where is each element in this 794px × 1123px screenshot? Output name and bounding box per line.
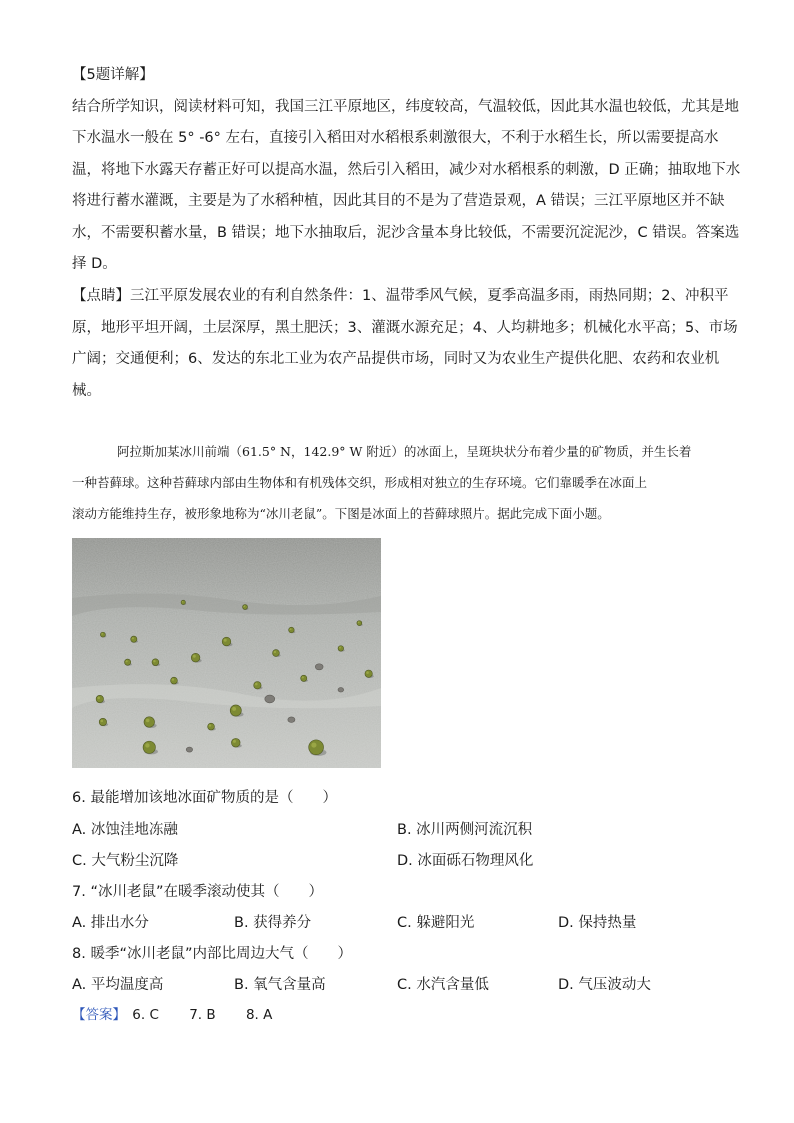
answer-item-6: 6. C [132, 1007, 159, 1023]
moss-ball-9 [100, 632, 105, 637]
moss-ball-highlight-8 [126, 660, 128, 662]
question-8-option-d[interactable]: D. 气压波动大 [558, 977, 651, 993]
moss-ball-highlight-10 [255, 683, 258, 686]
section-heading: 【5题详解】 [72, 67, 154, 83]
moss-ball-23 [289, 627, 295, 633]
moss-ball-7 [171, 677, 178, 684]
moss-ball-3 [131, 636, 137, 642]
pebble-0 [315, 664, 323, 670]
moss-ball-4 [273, 650, 280, 657]
text-line: 下水温水一般在 5° -6° 左右，直接引入稻田对水稻根系刺激很大，不利于水稻生长，所以需要提高水 [72, 130, 719, 146]
moss-ball-highlight-18 [145, 743, 149, 747]
ice-texture [72, 538, 381, 768]
tip-section [72, 281, 738, 407]
moss-ball-highlight-0 [224, 639, 227, 642]
answer-item-8: 8. A [245, 1007, 273, 1023]
moss-ball-18 [143, 741, 155, 753]
moss-ball-highlight-5 [339, 647, 341, 649]
question-6-option-b[interactable]: B. 冰川两侧河流沉积 [397, 822, 533, 838]
answer-item-7: 7. B [189, 1007, 216, 1023]
moss-ball-0 [222, 637, 231, 646]
moss-ball-1 [191, 653, 200, 662]
moss-ball-highlight-4 [274, 651, 276, 653]
moss-ball-10 [254, 681, 261, 688]
question-8-stem: 8. 暖季“冰川老鼠”内部比周边大气（ ） [72, 946, 352, 962]
reading-passage [72, 436, 722, 529]
moss-ball-highlight-7 [172, 678, 174, 680]
question-7-option-b[interactable]: B. 获得养分 [234, 915, 312, 931]
moss-ball-17 [231, 738, 240, 747]
moss-ball-8 [125, 659, 131, 665]
pebble-4 [186, 747, 192, 752]
moss-ball-highlight-23 [290, 628, 292, 630]
moss-ball-highlight-3 [132, 637, 134, 639]
moss-ball-15 [144, 717, 155, 728]
moss-ball-highlight-2 [153, 660, 155, 662]
question-6-option-c[interactable]: C. 大气粉尘沉降 [72, 853, 179, 869]
moss-ball-highlight-15 [146, 719, 150, 723]
text-line: 【点睛】三江平原发展农业的有利自然条件：1、温带季风气候，夏季高温多雨，雨热同期；2、冲积平 [72, 288, 729, 304]
text-line: 温，将地下水露天存蓄正好可以提高水温，然后引入稻田，减少对水稻根系的刺激，D 正确；抽取地下水 [72, 161, 741, 178]
passage-line: 滚动方能维持生存，被形象地称为“冰川老鼠”。下图是冰面上的苔藓球照片。据此完成下面小题。 [72, 506, 610, 521]
moss-ball-highlight-13 [232, 707, 236, 711]
moss-ball-14 [96, 695, 103, 702]
text-line: 械。 [72, 382, 101, 399]
question-7-option-d[interactable]: D. 保持热量 [558, 915, 637, 931]
moss-balls-on-ice-photo [72, 538, 381, 768]
answer-tag: 【答案】 [72, 1007, 126, 1023]
moss-ball-11 [301, 675, 307, 681]
section-5-explanation [72, 60, 741, 281]
text-line: 结合所学知识，阅读材料可知，我国三江平原地区，纬度较高，气温较低，因此其水温也较低，尤其是地 [72, 98, 739, 115]
answer-line [72, 1003, 298, 1023]
moss-ball-highlight-17 [233, 740, 236, 743]
question-6-option-d[interactable]: D. 冰面砾石物理风化 [397, 853, 534, 869]
question-8-option-a[interactable]: A. 平均温度高 [72, 977, 164, 993]
pebble-3 [338, 688, 344, 692]
moss-ball-highlight-21 [243, 605, 245, 607]
question-7-option-a[interactable]: A. 排出水分 [72, 915, 149, 931]
moss-ball-21 [243, 605, 248, 610]
moss-ball-22 [181, 600, 185, 604]
moss-ball-highlight-6 [358, 621, 360, 623]
moss-ball-highlight-1 [193, 655, 196, 658]
moss-ball-highlight-12 [366, 671, 369, 674]
question-7-option-c[interactable]: C. 躲避阳光 [397, 915, 475, 931]
moss-ball-highlight-11 [302, 676, 304, 678]
moss-ball-6 [357, 621, 362, 626]
text-line: 将进行蓄水灌溉，主要是为了水稻种植，因此其目的不是为了营造景观，A 错误；三江平原地区并不缺 [72, 193, 725, 209]
moss-ball-highlight-19 [311, 742, 316, 747]
moss-ball-highlight-14 [97, 697, 100, 700]
moss-ball-16 [99, 718, 106, 725]
question-7-stem: 7. “冰川老鼠”在暖季滚动使其（ ） [72, 884, 323, 900]
moss-ball-highlight-22 [182, 601, 184, 603]
text-line: 原，地形平坦开阔，土层深厚，黑土肥沃；3、灌溉水源充足；4、人均耕地多；机械化水平高；5、市场 [72, 319, 738, 336]
moss-ball-highlight-20 [209, 724, 211, 726]
question-8-option-c[interactable]: C. 水汽含量低 [397, 977, 489, 993]
moss-ball-13 [230, 705, 241, 716]
question-6-stem: 6. 最能增加该地冰面矿物质的是（ ） [72, 790, 337, 806]
passage-line: 阿拉斯加某冰川前端（61.5° N，142.9° W 附近）的冰面上，呈斑块状分布着少量的矿物质，并生长着 [117, 444, 692, 459]
text-line: 择 D。 [72, 256, 117, 272]
question-8-option-b[interactable]: B. 氧气含量高 [234, 977, 326, 993]
moss-ball-highlight-9 [101, 633, 103, 635]
moss-ball-highlight-16 [100, 720, 103, 723]
moss-ball-20 [208, 723, 215, 730]
moss-ball-19 [309, 740, 324, 755]
text-line: 水，不需要积蓄水量，B 错误；地下水抽取后，泥沙含量本身比较低，不需要沉淀泥沙，C 错误。答案选 [72, 224, 740, 241]
moss-ball-5 [338, 646, 344, 652]
question-6-option-a[interactable]: A. 冰蚀洼地冻融 [72, 822, 178, 838]
passage-line: 一种苔藓球。这种苔藓球内部由生物体和有机残体交织，形成相对独立的生存环境。它们靠暖季在冰面上 [72, 475, 648, 490]
text-line: 广阔；交通便利；6、发达的东北工业为农产品提供市场，同时又为农业生产提供化肥、农药和农业机 [72, 351, 720, 367]
pebble-2 [288, 717, 295, 723]
pebble-1 [265, 695, 275, 703]
moss-ball-12 [365, 670, 372, 677]
moss-ball-2 [152, 659, 159, 666]
